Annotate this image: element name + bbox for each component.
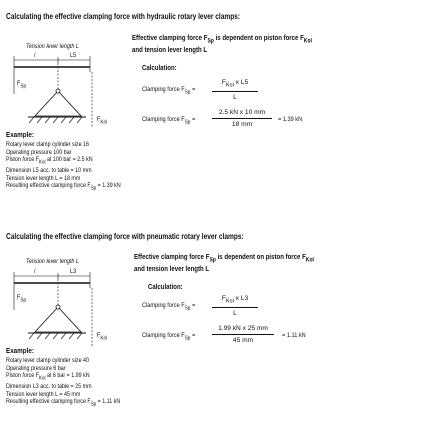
dim-l3-label: L3	[70, 268, 77, 275]
example-heading: Example:	[6, 346, 34, 355]
pivot-point	[56, 305, 60, 309]
tension-lever-label: Tension lever length L	[26, 43, 79, 50]
clamping-formula-fraction: $F_{Kol}$ x L3 L	[212, 294, 258, 318]
clamping-example-label: Clamping force $F_{Sp}$ =	[142, 332, 196, 342]
example-item: Resulting effective clamping force $F_{Sp} = 1.39$ kN	[6, 182, 121, 192]
example-item: Operating pressure 100 bar	[6, 148, 72, 156]
fsp-label: $F_{Sp}$	[17, 294, 27, 304]
clamping-result: = 1.11 kN	[282, 332, 306, 339]
clamping-formula-label: Clamping force $F_{Sp}$ =	[142, 302, 196, 312]
example-item: Tension lever length L = 45 mm	[6, 390, 81, 398]
dim-slash: /	[34, 268, 36, 275]
example-heading: Example:	[6, 130, 34, 139]
clamping-example-label: Clamping force $F_{Sp}$ =	[142, 116, 196, 126]
example-item: Operating pressure 6 bar	[6, 364, 66, 372]
fsp-label: $F_{Sp}$	[17, 80, 27, 90]
clamping-example-fraction: $\frac{\text{2.5 kN x 10 mm}}{18 mm}$	[212, 108, 272, 129]
example-item: Resulting effective clamping force $F_{Sp} = 1.11$ kN	[6, 398, 121, 408]
fkol-label: $F_{Kol}$	[97, 116, 108, 126]
clamping-formula-fraction: $F_{Kol}$ x L5 L	[212, 78, 258, 102]
example-list	[6, 357, 120, 409]
dim-slash: /	[34, 52, 36, 59]
calculation-heading: Calculation:	[148, 282, 183, 291]
pneumatic-description: Effective clamping force $F_{Sp}$ is dependent on piston force $F_{Kol}$ and tension lever length L	[134, 252, 314, 274]
example-item: Piston force $F_{Kol}$ at 6 bar = 1.99 kN	[6, 372, 90, 382]
example-item: Rotary lever clamp cylinder size 40	[6, 357, 89, 364]
hydraulic-description: Effective clamping force $F_{Sp}$ is dependent on piston force $F_{Kol}$ and tension lever length L	[132, 33, 312, 55]
ground-hatch	[29, 117, 82, 123]
pneumatic-section	[0, 222, 436, 444]
dim-l5-label: L5	[70, 52, 77, 59]
pivot-point	[56, 89, 60, 93]
example-item: Dimension L5 acc. to table = 10 mm	[6, 167, 92, 175]
calculation-heading: Calculation:	[142, 63, 177, 72]
tension-lever-label: Tension lever length L	[26, 258, 79, 265]
example-item: Piston force $F_{Kol}$ at 100 bar = 2.5 kN	[6, 156, 93, 166]
pneumatic-title: Calculating the effective clamping force with pneumatic rotary lever clamps:	[6, 232, 244, 241]
clamping-formula-label: Clamping force $F_{Sp}$ =	[142, 86, 196, 96]
example-item: Dimension L3 acc. to table = 25 mm	[6, 383, 92, 391]
example-item: Tension lever length L = 18 mm	[6, 174, 81, 182]
clamping-result: = 1.39 kN	[278, 116, 303, 123]
clamping-example-fraction: $\frac{\text{1.99 kN x 25 mm}}{45 mm}$	[212, 324, 274, 345]
example-list	[6, 141, 121, 193]
example-item: Rotary lever clamp cylinder size 16	[6, 141, 89, 148]
fkol-label: $F_{Kol}$	[97, 332, 108, 342]
hydraulic-title: Calculating the effective clamping force with hydraulic rotary lever clamps:	[6, 12, 241, 21]
ground-hatch	[29, 333, 82, 339]
